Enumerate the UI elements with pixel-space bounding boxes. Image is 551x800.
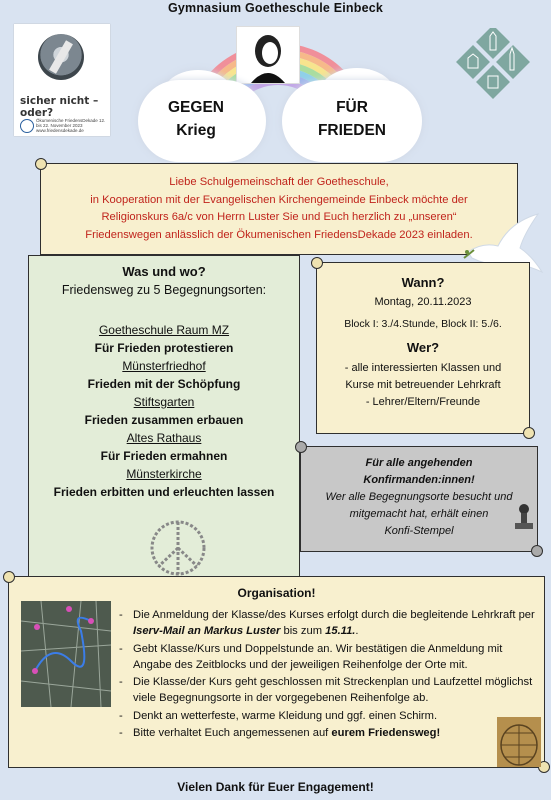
org-item1-mail: Iserv-Mail an Markus Luster — [133, 625, 281, 638]
peace-sign-icon — [147, 518, 209, 578]
org-item1-text: Die Anmeldung der Klasse/des Kurses erfolgt durch die begleitende Lehrkraft per — [133, 609, 535, 621]
cloud-right-line1: FÜR — [336, 99, 368, 116]
konfi-box — [300, 446, 538, 552]
scroll-curl — [3, 571, 15, 583]
scroll-curl — [523, 427, 535, 439]
konfi-line: Konfirmanden:innen! — [363, 474, 475, 486]
map-icon — [21, 601, 111, 707]
cloud-left-line2: Krieg — [176, 122, 216, 139]
invitation-text — [41, 174, 517, 244]
school-logo-icon — [452, 28, 534, 136]
goethe-portrait — [236, 26, 300, 84]
organisation-heading: Organisation! — [237, 586, 316, 600]
org-item1-text: bis zum — [280, 625, 326, 638]
konfi-line: Wer alle Begegnungsorte besucht und — [325, 491, 513, 503]
compass-image — [38, 34, 84, 80]
who-line: - alle interessierten Klassen und — [344, 362, 502, 374]
station-theme: Für Frieden protestieren — [94, 341, 234, 355]
page-title: Gymnasium Goetheschule Einbeck — [167, 1, 384, 15]
konfi-line: mitgemacht hat, erhält einen — [349, 508, 489, 520]
when-blocks: Block I: 3./4.Stunde, Block II: 5./6. — [344, 318, 502, 330]
konfi-line: Für alle angehenden — [365, 457, 473, 469]
what-where-heading: Was und wo? — [122, 264, 206, 279]
invitation-line: Religionskurs 6a/c von Herrn Luster Sie und Euch herzlich zu „unseren“ — [101, 211, 457, 223]
organisation-item: - Gebt Klasse/Kurs und Doppelstunde an. Wir bestätigen die Anmeldung mit Angabe des Zeitblocks und der jeweiligen Reihenfolge der Orte mit. — [117, 641, 539, 674]
station-place: Altes Rathaus — [126, 431, 202, 445]
station-theme: Für Frieden ermahnen — [100, 449, 228, 463]
invitation-box — [40, 163, 518, 255]
what-where-box — [28, 255, 300, 579]
friedensdekade-poster — [14, 24, 110, 136]
organisation-item — [117, 725, 539, 741]
org-item1-text: . — [355, 625, 359, 638]
invitation-line: in Kooperation mit der Evangelischen Kirchengemeinde Einbeck möchte der — [90, 193, 468, 206]
globe-sculpture — [497, 717, 541, 767]
org-item5-bold: eurem Friedensweg! — [331, 727, 441, 740]
when-heading: Wann? — [401, 275, 445, 290]
invitation-line: Liebe Schulgemeinschaft der Goetheschule, — [169, 176, 389, 188]
route-map — [21, 601, 111, 707]
footer-thanks: Vielen Dank für Euer Engagement! — [177, 780, 374, 794]
cloud-left-line1: GEGEN — [168, 99, 224, 116]
station-place: Münsterfriedhof — [122, 359, 206, 373]
station-theme: Frieden mit der Schöpfung — [87, 377, 241, 391]
who-line: - Lehrer/Eltern/Freunde — [365, 396, 481, 408]
station-theme: Frieden erbitten und erleuchten lassen — [53, 485, 275, 499]
org-item5-text: Bitte verhaltet Euch angemessenen auf — [133, 727, 332, 740]
cloud-right-text — [298, 96, 406, 142]
poster-small-text: Ökumenische FriedensDekade 12. bis 22. November 2023 www.friedensdekade.de — [36, 118, 106, 133]
when-who-box — [316, 262, 530, 434]
scroll-curl — [531, 545, 543, 557]
station-theme: Frieden zusammen erbauen — [84, 413, 244, 427]
organisation-item — [117, 607, 539, 640]
cloud-left-text — [144, 96, 248, 142]
portrait-icon — [237, 27, 299, 83]
stamp-icon — [513, 503, 535, 533]
what-where-subheading: Friedensweg zu 5 Begegnungsorten: — [61, 283, 267, 297]
organisation-item: - Denkt an wetterfeste, warme Kleidung und ggf. einen Schirm. — [117, 708, 539, 724]
when-date: Montag, 20.11.2023 — [374, 296, 472, 308]
scroll-curl — [311, 257, 323, 269]
poster-tagline: sicher nicht – oder? — [20, 95, 99, 119]
cloud-right-line2: FRIEDEN — [317, 122, 387, 139]
organisation-box — [8, 576, 545, 768]
station-place: Stiftsgarten — [133, 395, 195, 409]
station-place: Münsterkirche — [126, 467, 202, 481]
poster-seal-icon — [20, 119, 34, 133]
konfi-line: Konfi-Stempel — [384, 525, 454, 537]
who-heading: Wer? — [406, 340, 440, 355]
organisation-item: - Die Klasse/der Kurs geht geschlossen mit Streckenplan und Laufzettel möglichst viele Begegnungsorte in der vorgegebenen Reihenfolge ab. — [117, 674, 539, 707]
org-item1-date: 15.11. — [325, 625, 356, 638]
globe-icon — [497, 717, 541, 767]
scroll-curl — [295, 441, 307, 453]
invitation-line: Friedenswegen anlässlich der Ökumenischen FriedensDekade 2023 einladen. — [85, 228, 473, 241]
scroll-curl — [35, 158, 47, 170]
organisation-list — [117, 607, 539, 742]
who-line: Kurse mit betreuender Lehrkraft — [345, 379, 501, 391]
station-place: Goetheschule Raum MZ — [98, 323, 230, 337]
